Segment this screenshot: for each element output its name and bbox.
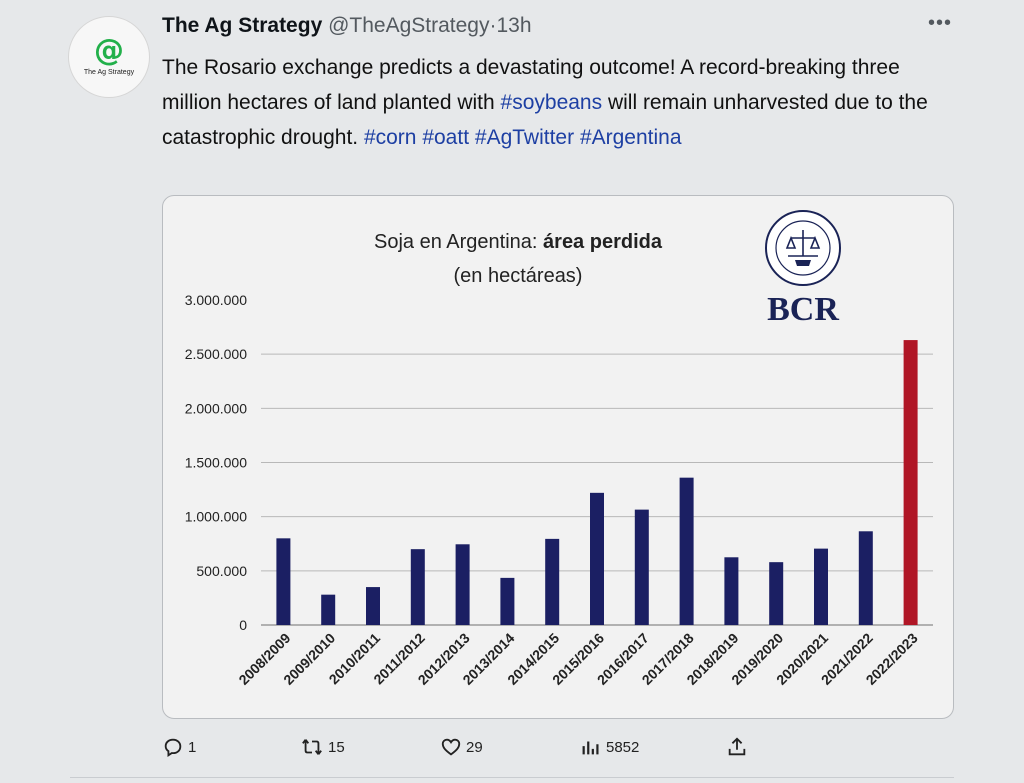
y-tick-label: 1.500.000 xyxy=(184,454,247,471)
reply-button[interactable] xyxy=(162,730,196,764)
y-tick-label: 500.000 xyxy=(196,562,247,579)
chart-subtitle: (en hectáreas) xyxy=(453,265,583,287)
bar-2020-2021 xyxy=(814,549,828,625)
y-tick-label: 2.000.000 xyxy=(184,400,247,417)
chart-title-bold: área perdida xyxy=(543,231,662,253)
header-separator: · xyxy=(489,14,497,37)
hashtag-oatt[interactable]: #oatt xyxy=(422,126,470,149)
x-tick-label: 2016/2017 xyxy=(593,629,652,688)
bar-2014-2015 xyxy=(545,539,559,625)
bar-2013-2014 xyxy=(500,578,514,625)
bar-2008-2009 xyxy=(276,538,290,625)
x-tick-label: 2010/2011 xyxy=(325,629,384,688)
retweet-button[interactable] xyxy=(300,730,345,764)
hashtag-corn[interactable]: #corn xyxy=(363,126,417,149)
divider xyxy=(70,777,954,778)
y-tick-label: 3.000.000 xyxy=(184,292,247,308)
more-icon[interactable]: ••• xyxy=(928,12,953,34)
retweet-icon xyxy=(300,736,324,758)
y-tick-label: 2.500.000 xyxy=(184,346,247,363)
x-tick-label: 2019/2020 xyxy=(728,629,787,688)
reply-icon xyxy=(162,736,184,758)
x-tick-label: 2009/2010 xyxy=(280,629,339,688)
x-tick-label: 2015/2016 xyxy=(549,629,608,688)
y-tick-label: 1.000.000 xyxy=(184,508,247,525)
chart-title-prefix: Soja en Argentina: xyxy=(374,231,544,253)
bar-2010-2011 xyxy=(366,587,380,625)
author-handle[interactable]: @TheAgStrategy xyxy=(328,14,490,37)
x-tick-label: 2014/2015 xyxy=(504,629,563,688)
bar-2015-2016 xyxy=(590,493,604,625)
chart-title xyxy=(374,231,663,253)
bar-2022-2023 xyxy=(904,340,918,625)
hashtag-agtwitter[interactable]: #AgTwitter xyxy=(474,126,575,149)
like-icon xyxy=(440,736,462,758)
y-tick-label: 0 xyxy=(239,617,247,633)
avatar[interactable] xyxy=(68,16,150,98)
x-tick-label: 2018/2019 xyxy=(683,629,742,688)
bar-chart xyxy=(163,196,953,718)
author-name[interactable]: The Ag Strategy xyxy=(162,14,323,37)
bcr-logo-text: BCR xyxy=(767,291,839,328)
retweet-count: 15 xyxy=(328,738,345,756)
tweet-text-segment: The Rosario exchange predicts a devastating outcome! A record-breaking three million hectares of land planted with xyxy=(162,56,900,114)
bar-2017-2018 xyxy=(680,478,694,625)
share-button[interactable] xyxy=(726,730,752,764)
tweet-header xyxy=(162,14,532,38)
bar-2012-2013 xyxy=(456,544,470,625)
bar-2021-2022 xyxy=(859,531,873,625)
x-tick-label: 2011/2012 xyxy=(370,629,428,688)
bar-2019-2020 xyxy=(769,562,783,625)
bar-2016-2017 xyxy=(635,510,649,625)
x-tick-label: 2012/2013 xyxy=(414,629,473,688)
hashtag-argentina[interactable]: #Argentina xyxy=(579,126,682,149)
x-tick-label: 2013/2014 xyxy=(459,629,518,688)
views-button[interactable] xyxy=(580,730,639,764)
tweet-media-chart[interactable] xyxy=(162,195,954,719)
tweet-text xyxy=(162,50,942,155)
x-tick-label: 2021/2022 xyxy=(817,629,876,688)
x-tick-label: 2020/2021 xyxy=(773,629,832,688)
x-tick-label: 2008/2009 xyxy=(235,629,294,688)
reply-count: 1 xyxy=(188,738,197,756)
avatar-label: The Ag Strategy xyxy=(83,69,135,76)
bar-2018-2019 xyxy=(724,557,738,625)
like-count: 29 xyxy=(466,738,483,756)
views-count: 5852 xyxy=(606,738,640,756)
bar-2009-2010 xyxy=(321,595,335,625)
avatar-at-icon: @ xyxy=(94,33,124,68)
like-button[interactable] xyxy=(440,730,483,764)
x-tick-label: 2017/2018 xyxy=(638,629,697,688)
bar-2011-2012 xyxy=(411,549,425,625)
bcr-seal-icon xyxy=(766,211,840,285)
tweet-text-segment: will remain unharvested due to the catastrophic drought. xyxy=(162,91,928,149)
tweet-time[interactable]: 13h xyxy=(496,14,532,37)
tweet-actions xyxy=(0,730,1024,764)
hashtag-soybeans[interactable]: #soybeans xyxy=(500,91,603,114)
x-tick-label: 2022/2023 xyxy=(862,629,921,688)
share-icon xyxy=(726,736,748,758)
views-icon xyxy=(580,736,602,758)
